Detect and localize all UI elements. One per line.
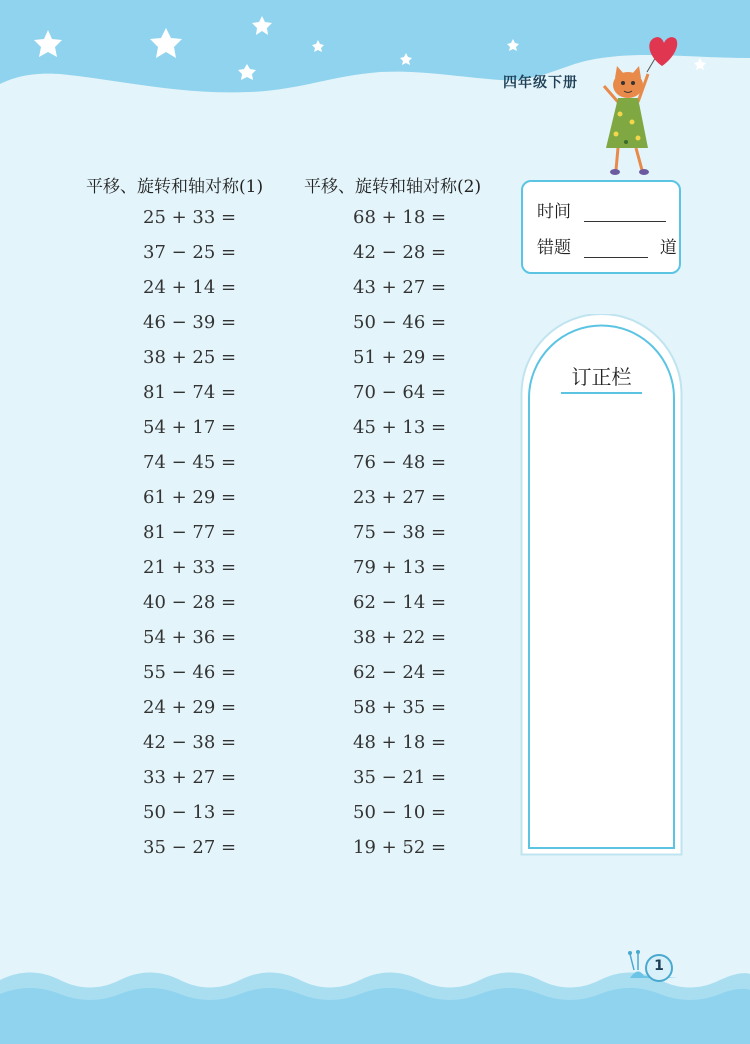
time-label: 时间 — [537, 202, 571, 222]
math-problem: 54 + 17 = — [143, 417, 237, 438]
time-blank[interactable] — [584, 205, 666, 222]
time-row — [537, 197, 666, 222]
cat-illustration — [590, 30, 680, 180]
math-problem: 76 − 48 = — [353, 452, 447, 473]
math-problem: 50 − 10 = — [353, 802, 447, 823]
math-problem: 38 + 25 = — [143, 347, 237, 368]
exercise-title-1: 平移、旋转和轴对称(1) — [86, 177, 264, 197]
math-problem: 21 + 33 = — [143, 557, 237, 578]
math-problem: 54 + 36 = — [143, 627, 237, 648]
record-box — [521, 180, 681, 274]
math-problem: 50 − 46 = — [353, 312, 447, 333]
correction-title: 订正栏 — [571, 365, 632, 389]
math-problem: 35 − 27 = — [143, 837, 237, 858]
math-problem: 33 + 27 = — [143, 767, 237, 788]
math-problem: 43 + 27 = — [353, 277, 447, 298]
math-problem: 38 + 22 = — [353, 627, 447, 648]
math-problem: 24 + 29 = — [143, 697, 237, 718]
math-problem: 37 − 25 = — [143, 242, 237, 263]
problem-list-2 — [353, 204, 446, 869]
exercise-title-2: 平移、旋转和轴对称(2) — [304, 177, 482, 197]
math-problem: 75 − 38 = — [353, 522, 447, 543]
correction-title-underline — [561, 392, 642, 394]
errors-unit: 道 — [659, 238, 677, 258]
correction-panel — [520, 314, 683, 856]
page-number: 1 — [654, 958, 664, 974]
math-problem: 58 + 35 = — [353, 697, 447, 718]
math-problem: 74 − 45 = — [143, 452, 237, 473]
math-problem: 46 − 39 = — [143, 312, 237, 333]
math-problem: 68 + 18 = — [353, 207, 447, 228]
math-problem: 61 + 29 = — [143, 487, 237, 508]
correction-frame — [520, 314, 683, 856]
math-problem: 42 − 38 = — [143, 732, 237, 753]
math-problem: 42 − 28 = — [353, 242, 447, 263]
math-problem: 24 + 14 = — [143, 277, 237, 298]
star-icon — [694, 58, 706, 70]
math-problem: 25 + 33 = — [143, 207, 237, 228]
math-problem: 70 − 64 = — [353, 382, 447, 403]
math-problem: 55 − 46 = — [143, 662, 237, 683]
math-problem: 40 − 28 = — [143, 592, 237, 613]
math-problem: 48 + 18 = — [353, 732, 447, 753]
errors-blank[interactable] — [584, 241, 648, 258]
math-problem: 81 − 74 = — [143, 382, 237, 403]
math-problem: 51 + 29 = — [353, 347, 447, 368]
math-problem: 23 + 27 = — [353, 487, 447, 508]
math-problem: 81 − 77 = — [143, 522, 237, 543]
math-problem: 35 − 21 = — [353, 767, 447, 788]
math-problem: 79 + 13 = — [353, 557, 447, 578]
errors-row — [537, 233, 677, 258]
math-problem: 62 − 14 = — [353, 592, 447, 613]
math-problem: 50 − 13 = — [143, 802, 237, 823]
math-problem: 62 − 24 = — [353, 662, 447, 683]
problem-list-1 — [143, 204, 236, 869]
grade-label: 四年级下册 — [503, 75, 578, 91]
errors-label: 错题 — [537, 238, 571, 258]
math-problem: 45 + 13 = — [353, 417, 447, 438]
math-problem: 19 + 52 = — [353, 837, 447, 858]
